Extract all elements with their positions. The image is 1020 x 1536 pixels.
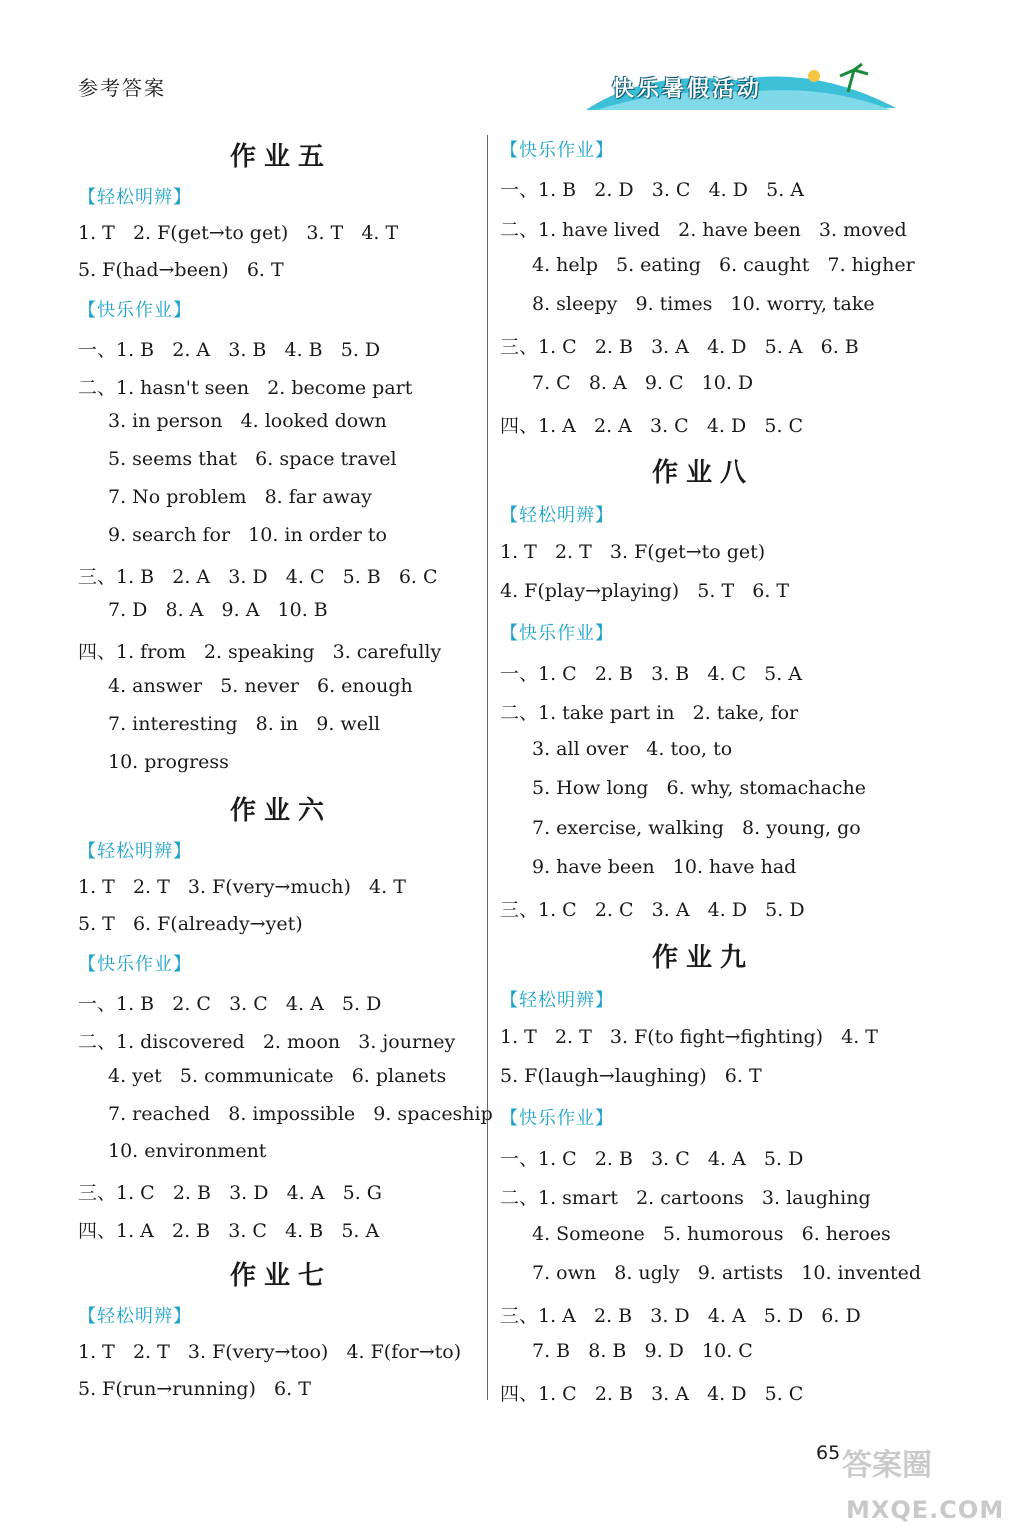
answer-line: 一、1. C 2. B 3. B 4. C 5. A	[500, 663, 803, 685]
answer-line: 一、1. C 2. B 3. C 4. A 5. D	[500, 1148, 804, 1170]
section-title-5: 作业五	[230, 142, 333, 172]
answer-line: 四、1. A 2. A 3. C 4. D 5. C	[500, 415, 804, 437]
answer-line: 5. How long 6. why, stomachache	[532, 777, 866, 799]
tag-easy: 【轻松明辨】	[78, 187, 192, 208]
answer-line: 3. in person 4. looked down	[108, 410, 387, 432]
answer-line: 一、1. B 2. D 3. C 4. D 5. A	[500, 179, 805, 201]
answer-line: 三、1. B 2. A 3. D 4. C 5. B 6. C	[78, 566, 438, 588]
answer-line: 三、1. C 2. B 3. D 4. A 5. G	[78, 1182, 382, 1204]
answer-line: 7. own 8. ugly 9. artists 10. invented	[532, 1262, 922, 1284]
answer-line: 9. search for 10. in order to	[108, 524, 387, 546]
watermark-logo: 答案圈	[842, 1448, 932, 1483]
answer-line: 一、1. B 2. C 3. C 4. A 5. D	[78, 993, 382, 1015]
answer-line: 4. F(play→playing) 5. T 6. T	[500, 580, 790, 602]
tag-easy: 【轻松明辨】	[500, 990, 614, 1011]
section-title-9: 作业九	[652, 943, 755, 973]
answer-line: 5. F(had→been) 6. T	[78, 259, 284, 281]
answer-line: 二、1. discovered 2. moon 3. journey	[78, 1031, 456, 1053]
answer-line: 7. interesting 8. in 9. well	[108, 713, 381, 735]
answer-line: 二、1. have lived 2. have been 3. moved	[500, 219, 907, 241]
answer-line: 三、1. C 2. C 3. A 4. D 5. D	[500, 899, 805, 921]
tag-happy: 【快乐作业】	[78, 954, 192, 975]
tag-happy: 【快乐作业】	[500, 1108, 614, 1129]
answer-line: 1. T 2. T 3. F(very→much) 4. T	[78, 876, 406, 898]
answer-line: 7. C 8. A 9. C 10. D	[532, 372, 754, 394]
answer-line: 3. all over 4. too, to	[532, 738, 733, 760]
answer-line: 7. D 8. A 9. A 10. B	[108, 599, 328, 621]
watermark-url: MXQE.COM	[846, 1496, 1005, 1524]
answer-line: 4. answer 5. never 6. enough	[108, 675, 413, 697]
tag-easy: 【轻松明辨】	[78, 841, 192, 862]
answer-line: 5. F(run→running) 6. T	[78, 1378, 311, 1400]
answer-line: 四、1. from 2. speaking 3. carefully	[78, 641, 442, 663]
answer-line: 三、1. C 2. B 3. A 4. D 5. A 6. B	[500, 336, 859, 358]
answer-line: 4. help 5. eating 6. caught 7. higher	[532, 254, 915, 276]
answer-line: 7. B 8. B 9. D 10. C	[532, 1340, 753, 1362]
column-divider	[487, 135, 488, 1400]
answer-line: 四、1. C 2. B 3. A 4. D 5. C	[500, 1383, 804, 1405]
answer-line: 9. have been 10. have had	[532, 856, 797, 878]
answer-line: 1. T 2. F(get→to get) 3. T 4. T	[78, 222, 399, 244]
answer-line: 4. yet 5. communicate 6. planets	[108, 1065, 447, 1087]
answer-line: 5. F(laugh→laughing) 6. T	[500, 1065, 762, 1087]
answer-line: 1. T 2. T 3. F(get→to get)	[500, 541, 766, 563]
banner-title: 快乐暑假活动	[612, 77, 763, 102]
answer-line: 三、1. A 2. B 3. D 4. A 5. D 6. D	[500, 1305, 861, 1327]
answer-line: 二、1. smart 2. cartoons 3. laughing	[500, 1187, 871, 1209]
tag-happy: 【快乐作业】	[500, 140, 614, 161]
answer-line: 10. progress	[108, 751, 229, 773]
answer-line: 5. T 6. F(already→yet)	[78, 913, 303, 935]
answer-line: 10. environment	[108, 1140, 267, 1162]
answer-line: 4. Someone 5. humorous 6. heroes	[532, 1223, 891, 1245]
answer-line: 7. No problem 8. far away	[108, 486, 372, 508]
tag-happy: 【快乐作业】	[78, 300, 192, 321]
answer-line: 1. T 2. T 3. F(to fight→fighting) 4. T	[500, 1026, 878, 1048]
answer-line: 7. reached 8. impossible 9. spaceship	[108, 1103, 493, 1125]
answer-line: 二、1. hasn't seen 2. become part	[78, 377, 413, 399]
answer-line: 1. T 2. T 3. F(very→too) 4. F(for→to)	[78, 1341, 462, 1363]
page-number: 65	[816, 1442, 841, 1464]
section-title-8: 作业八	[652, 458, 755, 488]
section-title-6: 作业六	[230, 796, 333, 826]
header-label: 参考答案	[78, 76, 166, 100]
tag-easy: 【轻松明辨】	[78, 1306, 192, 1327]
tag-happy: 【快乐作业】	[500, 623, 614, 644]
answer-line: 7. exercise, walking 8. young, go	[532, 817, 861, 839]
answer-line: 四、1. A 2. B 3. C 4. B 5. A	[78, 1220, 380, 1242]
tag-easy: 【轻松明辨】	[500, 505, 614, 526]
section-title-7: 作业七	[230, 1261, 333, 1291]
answer-line: 8. sleepy 9. times 10. worry, take	[532, 293, 875, 315]
answer-line: 二、1. take part in 2. take, for	[500, 702, 799, 724]
answer-line: 一、1. B 2. A 3. B 4. B 5. D	[78, 339, 381, 361]
answer-line: 5. seems that 6. space travel	[108, 448, 397, 470]
